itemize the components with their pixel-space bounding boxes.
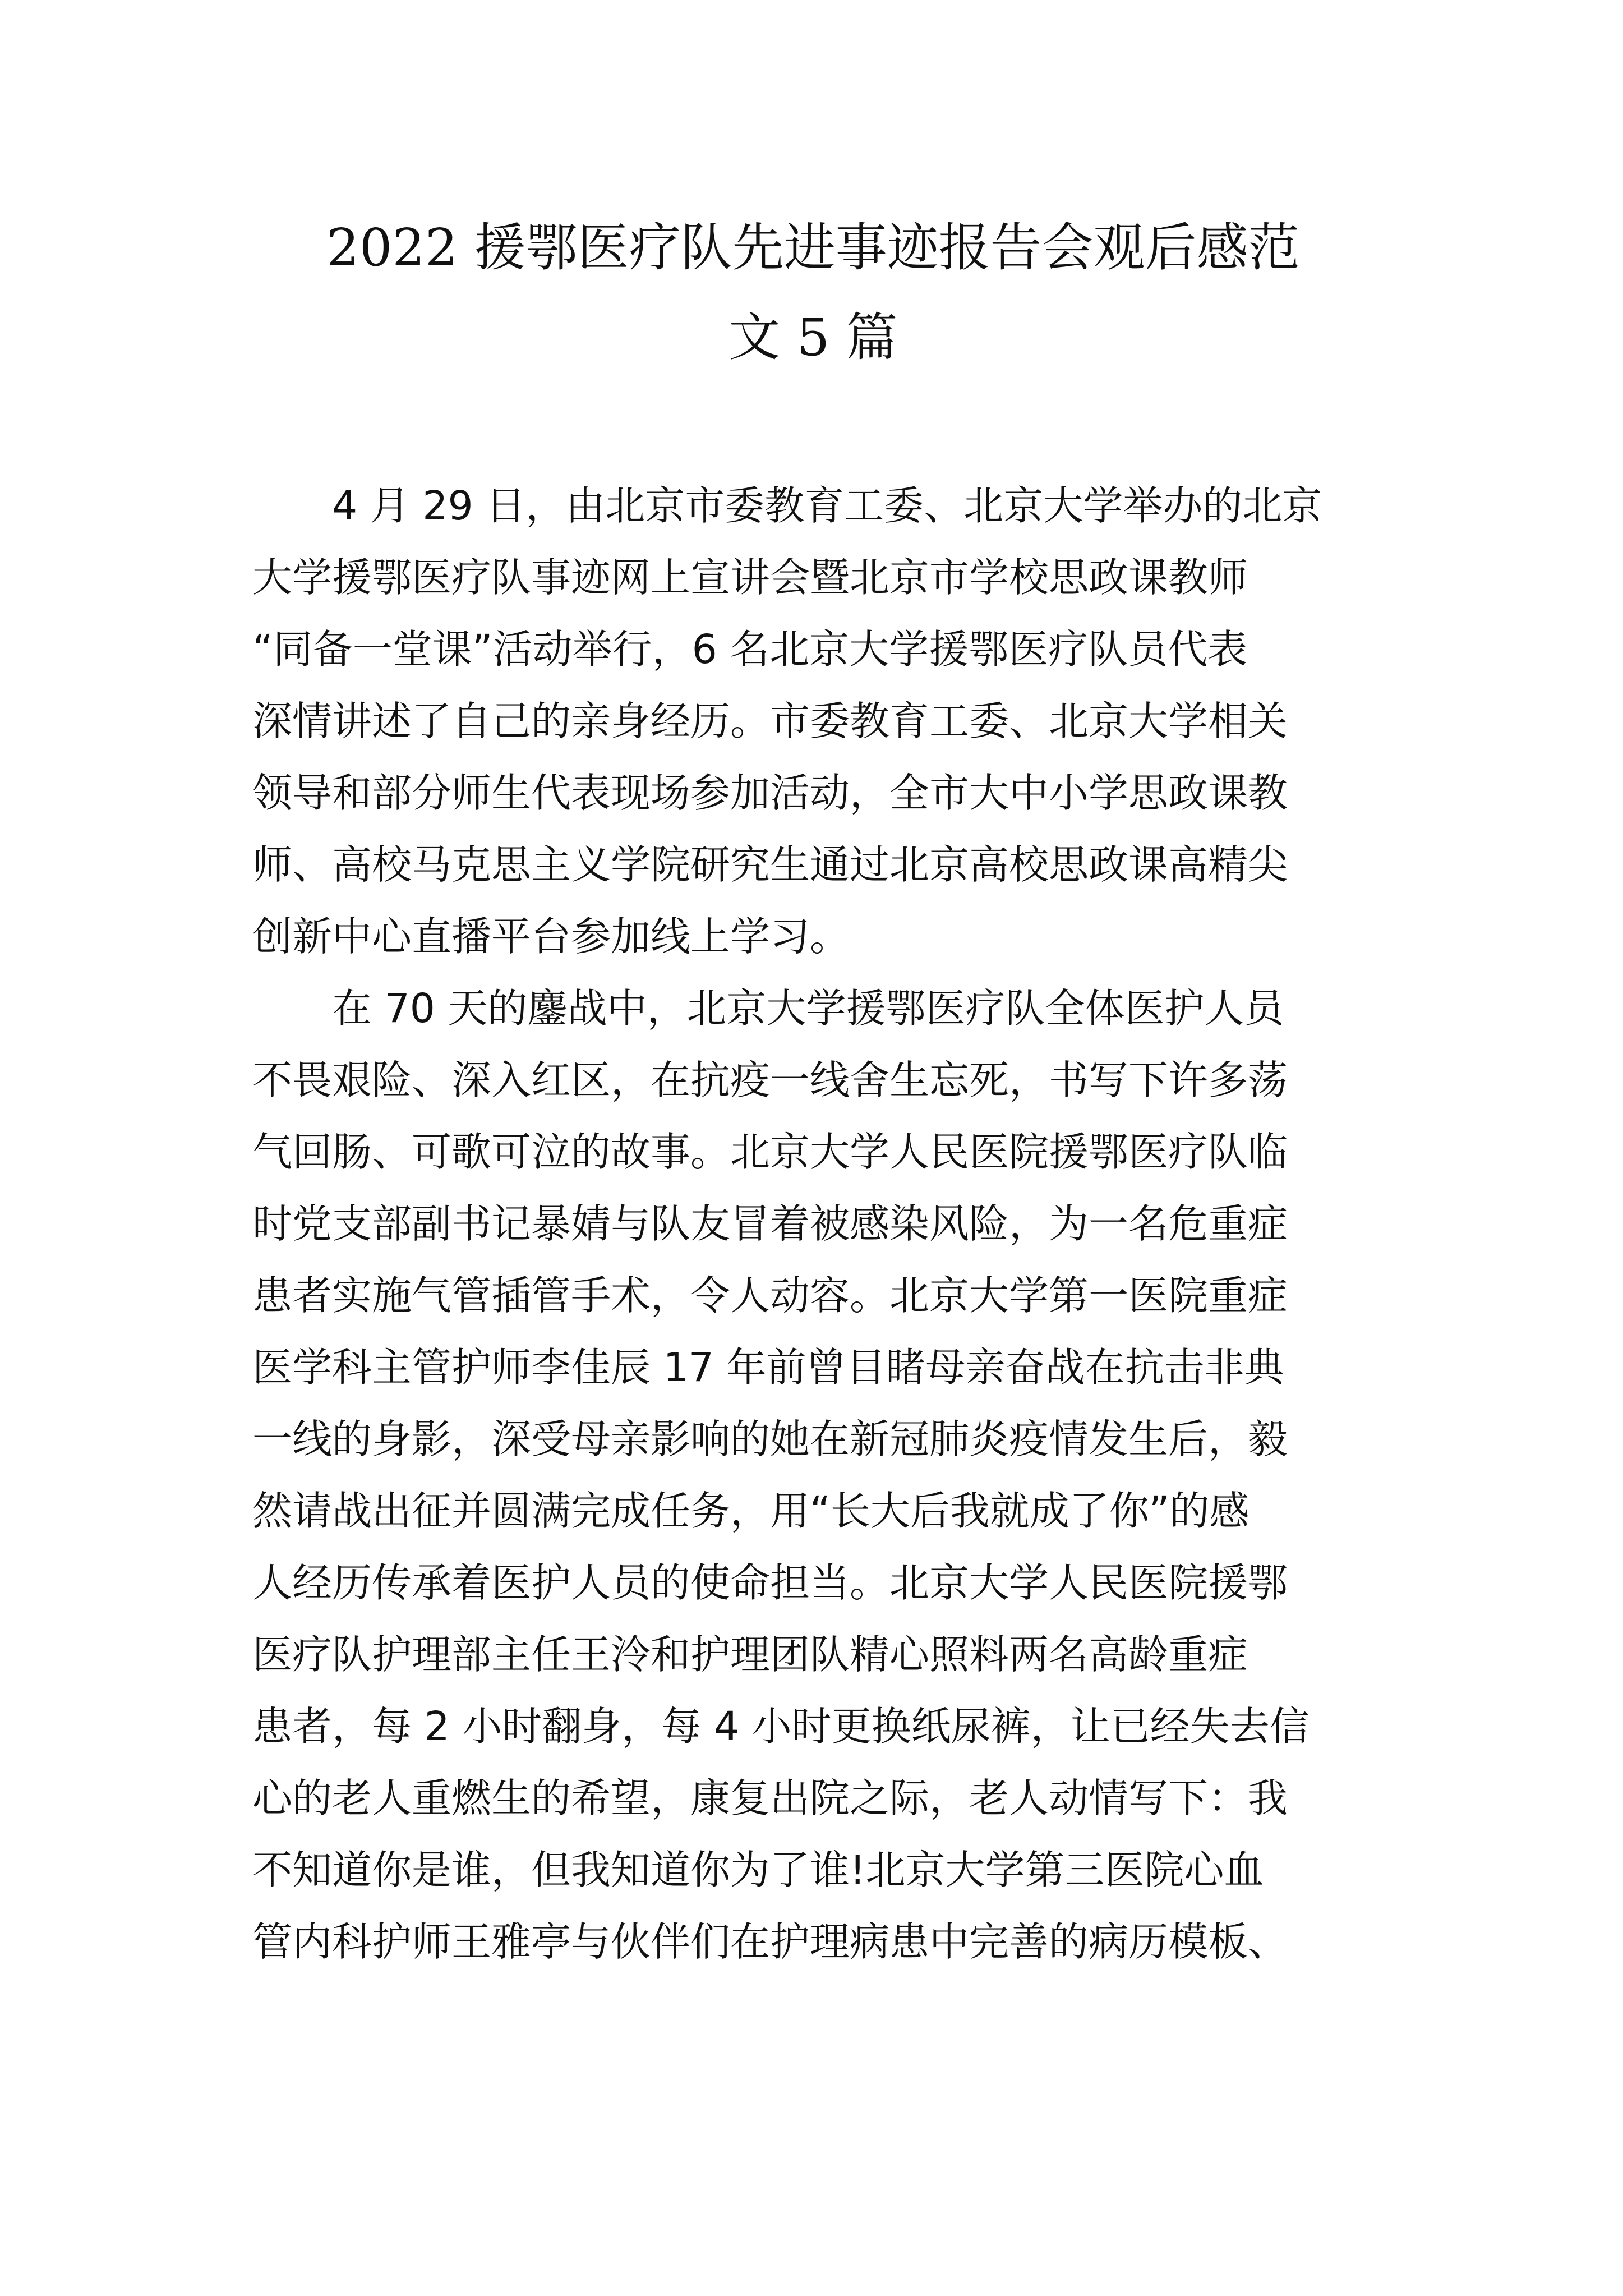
text-line: 师、高校马克思主义学院研究生通过北京高校思政课高精尖 [252, 841, 1288, 888]
text-line: 在 70 天的鏖战中，北京大学援鄂医疗队全体医护人员 [332, 985, 1284, 1032]
text-line: 人经历传承着医护人员的使命担当。北京大学人民医院援鄂 [252, 1559, 1288, 1606]
text-line: 4 月 29 日，由北京市委教育工委、北京大学举办的北京 [332, 482, 1322, 529]
document-body [252, 470, 1380, 1978]
text-line: 不知道你是谁，但我知道你为了谁!北京大学第三医院心血 [252, 1847, 1264, 1893]
title-line: 2022 援鄂医疗队先进事迹报告会观后感范 [326, 218, 1300, 278]
title-line: 文 5 篇 [728, 307, 898, 367]
text-line: 气回肠、可歌可泣的故事。北京大学人民医院援鄂医疗队临 [252, 1129, 1288, 1175]
text-line: “同备一堂课”活动举行，6 名北京大学援鄂医疗队员代表 [252, 626, 1248, 673]
text-line: 心的老人重燃生的希望，康复出院之际，老人动情写下：我 [252, 1775, 1288, 1821]
text-line: 管内科护师王雅亭与伙伴们在护理病患中完善的病历模板、 [252, 1918, 1288, 1965]
text-line: 大学援鄂医疗队事迹网上宣讲会暨北京市学校思政课教师 [252, 554, 1248, 601]
document-title [247, 203, 1380, 383]
text-line: 医学科主管护师李佳辰 17 年前曾目睹母亲奋战在抗击非典 [252, 1344, 1284, 1391]
text-line: 患者实施气管插管手术，令人动容。北京大学第一医院重症 [252, 1272, 1288, 1319]
text-line: 时党支部副书记暴婧与队友冒着被感染风险，为一名危重症 [252, 1200, 1288, 1247]
text-line: 深情讲述了自己的亲身经历。市委教育工委、北京大学相关 [252, 698, 1288, 744]
text-line: 创新中心直播平台参加线上学习。 [252, 913, 850, 960]
text-line: 领导和部分师生代表现场参加活动，全市大中小学思政课教 [252, 770, 1288, 816]
paragraph [252, 973, 1380, 1978]
text-line: 患者，每 2 小时翻身，每 4 小时更换纸尿裤，让已经失去信 [252, 1703, 1310, 1750]
text-line: 不畏艰险、深入红区，在抗疫一线舍生忘死，书写下许多荡 [252, 1057, 1288, 1103]
text-line: 一线的身影，深受母亲影响的她在新冠肺炎疫情发生后，毅 [252, 1416, 1288, 1462]
text-line: 然请战出征并圆满完成任务，用“长大后我就成了你”的感 [252, 1488, 1249, 1534]
paragraph [252, 470, 1380, 973]
text-line: 医疗队护理部主任王泠和护理团队精心照料两名高龄重症 [252, 1631, 1248, 1678]
